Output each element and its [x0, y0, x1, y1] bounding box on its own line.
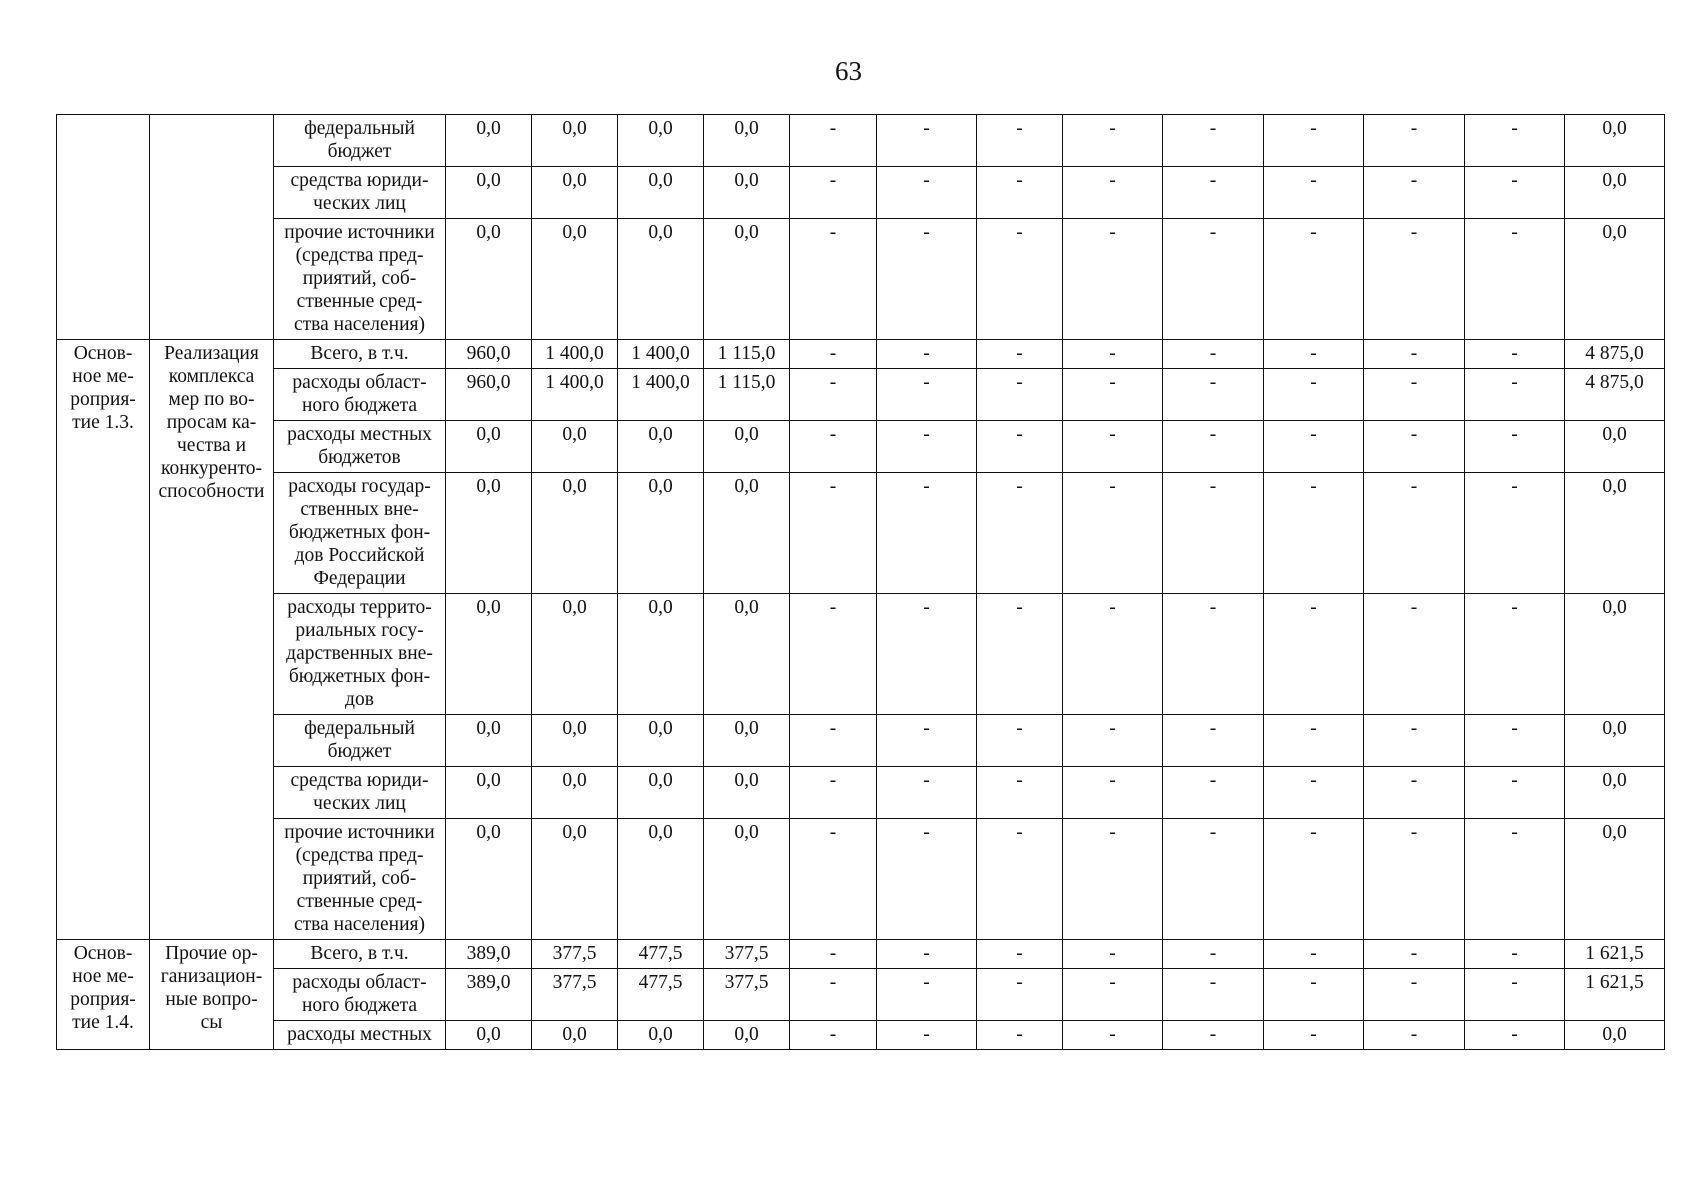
value-cell: - [877, 819, 977, 940]
value-cell: - [1264, 167, 1364, 219]
funding-source-cell: прочие источники (средства пред- приятий, соб- ственные сред- ства населения) [274, 819, 446, 940]
value-cell: - [877, 715, 977, 767]
value-cell: 0,0 [532, 167, 618, 219]
value-cell: 0,0 [618, 715, 704, 767]
funding-source-cell: прочие источники (средства пред- приятий, соб- ственные сред- ства населения) [274, 219, 446, 340]
value-cell: - [1264, 115, 1364, 167]
measure-code-cell [57, 115, 150, 340]
measure-code-cell: Основ- ное ме- роприя- тие 1.4. [57, 940, 150, 1050]
value-cell: - [877, 969, 977, 1021]
value-cell: 0,0 [1565, 1021, 1665, 1050]
value-cell: 0,0 [532, 715, 618, 767]
table-row [57, 940, 1665, 969]
value-cell: 1 115,0 [704, 340, 790, 369]
value-cell: 0,0 [532, 115, 618, 167]
value-cell: 389,0 [446, 940, 532, 969]
value-cell: - [790, 421, 877, 473]
value-cell: - [1163, 940, 1264, 969]
value-cell: 477,5 [618, 940, 704, 969]
value-cell: 0,0 [1565, 115, 1665, 167]
value-cell: - [790, 715, 877, 767]
value-cell: - [977, 594, 1063, 715]
value-cell: - [1063, 115, 1163, 167]
value-cell: 1 621,5 [1565, 969, 1665, 1021]
value-cell: - [790, 369, 877, 421]
value-cell: - [877, 369, 977, 421]
value-cell: - [790, 340, 877, 369]
value-cell: - [1163, 115, 1264, 167]
measure-title-cell: Прочие ор- ганизацион- ные вопро- сы [150, 940, 274, 1050]
value-cell: - [1063, 167, 1163, 219]
value-cell: 960,0 [446, 369, 532, 421]
table-row [57, 969, 1665, 1021]
value-cell: - [1063, 715, 1163, 767]
value-cell: 0,0 [532, 594, 618, 715]
value-cell: - [1264, 219, 1364, 340]
funding-source-cell: расходы местных бюджетов [274, 421, 446, 473]
value-cell: 0,0 [1565, 767, 1665, 819]
value-cell: 1 400,0 [618, 369, 704, 421]
value-cell: 0,0 [618, 473, 704, 594]
value-cell: - [1063, 969, 1163, 1021]
value-cell: - [877, 594, 977, 715]
value-cell: - [1163, 340, 1264, 369]
funding-source-cell: федеральный бюджет [274, 715, 446, 767]
value-cell: - [1063, 594, 1163, 715]
value-cell: - [1465, 340, 1565, 369]
value-cell: - [1465, 940, 1565, 969]
value-cell: 0,0 [532, 767, 618, 819]
value-cell: - [1063, 421, 1163, 473]
value-cell: 0,0 [618, 594, 704, 715]
value-cell: - [1163, 715, 1264, 767]
value-cell: 0,0 [446, 115, 532, 167]
value-cell: - [1063, 767, 1163, 819]
value-cell: 0,0 [1565, 594, 1665, 715]
value-cell: 1 621,5 [1565, 940, 1665, 969]
value-cell: 0,0 [704, 219, 790, 340]
value-cell: - [1264, 767, 1364, 819]
value-cell: - [877, 940, 977, 969]
funding-source-cell: расходы государ- ственных вне- бюджетных фон- дов Российской Федерации [274, 473, 446, 594]
value-cell: 0,0 [618, 421, 704, 473]
page-number: 63 [835, 56, 862, 86]
value-cell: - [1063, 340, 1163, 369]
value-cell: - [1364, 969, 1465, 1021]
value-cell: - [1364, 115, 1465, 167]
value-cell: - [1465, 115, 1565, 167]
funding-source-cell: расходы област- ного бюджета [274, 369, 446, 421]
funding-source-cell: расходы террито- риальных госу- дарственных вне- бюджетных фон- дов [274, 594, 446, 715]
value-cell: - [1264, 473, 1364, 594]
value-cell: - [977, 421, 1063, 473]
value-cell: 0,0 [1565, 421, 1665, 473]
value-cell: - [790, 1021, 877, 1050]
value-cell: - [1465, 473, 1565, 594]
value-cell: - [1465, 1021, 1565, 1050]
value-cell: - [977, 473, 1063, 594]
value-cell: 0,0 [532, 819, 618, 940]
funding-source-cell: средства юриди- ческих лиц [274, 767, 446, 819]
value-cell: - [1465, 369, 1565, 421]
table-row [57, 767, 1665, 819]
funding-source-cell: Всего, в т.ч. [274, 940, 446, 969]
measure-title-cell [150, 115, 274, 340]
value-cell: 0,0 [704, 421, 790, 473]
value-cell: - [1465, 219, 1565, 340]
value-cell: 377,5 [532, 969, 618, 1021]
value-cell: - [1063, 1021, 1163, 1050]
value-cell: 0,0 [618, 819, 704, 940]
table-row [57, 1021, 1665, 1050]
value-cell: 0,0 [704, 819, 790, 940]
value-cell: - [877, 115, 977, 167]
value-cell: - [1364, 715, 1465, 767]
value-cell: - [1364, 219, 1465, 340]
table-row [57, 819, 1665, 940]
value-cell: 0,0 [704, 767, 790, 819]
value-cell: - [877, 1021, 977, 1050]
value-cell: - [1264, 369, 1364, 421]
value-cell: 0,0 [618, 1021, 704, 1050]
value-cell: - [1163, 819, 1264, 940]
value-cell: - [1364, 369, 1465, 421]
value-cell: 960,0 [446, 340, 532, 369]
value-cell: - [977, 1021, 1063, 1050]
value-cell: - [1264, 1021, 1364, 1050]
value-cell: - [790, 819, 877, 940]
table-body [57, 115, 1665, 1050]
value-cell: 0,0 [532, 219, 618, 340]
value-cell: - [977, 819, 1063, 940]
value-cell: 0,0 [1565, 473, 1665, 594]
value-cell: 377,5 [532, 940, 618, 969]
value-cell: - [1465, 421, 1565, 473]
value-cell: - [977, 219, 1063, 340]
value-cell: - [1264, 819, 1364, 940]
value-cell: - [1465, 767, 1565, 819]
value-cell: - [1465, 819, 1565, 940]
value-cell: - [977, 715, 1063, 767]
value-cell: 4 875,0 [1565, 369, 1665, 421]
value-cell: - [877, 167, 977, 219]
value-cell: - [1264, 421, 1364, 473]
funding-source-cell: федеральный бюджет [274, 115, 446, 167]
table-row [57, 369, 1665, 421]
value-cell: - [1465, 715, 1565, 767]
value-cell: 0,0 [532, 1021, 618, 1050]
value-cell: - [877, 473, 977, 594]
value-cell: 1 400,0 [618, 340, 704, 369]
value-cell: - [790, 594, 877, 715]
value-cell: - [877, 767, 977, 819]
value-cell: - [790, 767, 877, 819]
value-cell: - [977, 940, 1063, 969]
value-cell: - [1364, 473, 1465, 594]
value-cell: - [1163, 369, 1264, 421]
value-cell: - [977, 167, 1063, 219]
value-cell: - [1163, 594, 1264, 715]
value-cell: - [1264, 940, 1364, 969]
value-cell: 377,5 [704, 940, 790, 969]
value-cell: - [1364, 340, 1465, 369]
value-cell: 1 400,0 [532, 340, 618, 369]
value-cell: - [877, 219, 977, 340]
value-cell: - [1364, 819, 1465, 940]
value-cell: 0,0 [446, 167, 532, 219]
value-cell: - [1364, 594, 1465, 715]
value-cell: - [977, 969, 1063, 1021]
value-cell: 0,0 [618, 115, 704, 167]
budget-table [56, 114, 1665, 1050]
value-cell: 0,0 [446, 219, 532, 340]
value-cell: - [1364, 940, 1465, 969]
value-cell: 1 400,0 [532, 369, 618, 421]
value-cell: 0,0 [1565, 715, 1665, 767]
value-cell: - [1163, 219, 1264, 340]
value-cell: - [1063, 940, 1163, 969]
value-cell: - [790, 167, 877, 219]
value-cell: 0,0 [704, 715, 790, 767]
table-row [57, 340, 1665, 369]
value-cell: - [1063, 219, 1163, 340]
value-cell: 0,0 [1565, 219, 1665, 340]
table-row [57, 473, 1665, 594]
value-cell: - [1264, 969, 1364, 1021]
value-cell: - [1264, 340, 1364, 369]
value-cell: - [1465, 969, 1565, 1021]
value-cell: - [1063, 819, 1163, 940]
value-cell: 0,0 [1565, 819, 1665, 940]
value-cell: - [1063, 369, 1163, 421]
value-cell: 0,0 [446, 767, 532, 819]
value-cell: - [790, 940, 877, 969]
value-cell: 0,0 [446, 421, 532, 473]
value-cell: - [877, 340, 977, 369]
value-cell: - [1364, 1021, 1465, 1050]
value-cell: - [1163, 421, 1264, 473]
value-cell: - [877, 421, 977, 473]
value-cell: - [977, 115, 1063, 167]
table-row [57, 219, 1665, 340]
value-cell: 1 115,0 [704, 369, 790, 421]
value-cell: - [1163, 767, 1264, 819]
funding-source-cell: Всего, в т.ч. [274, 340, 446, 369]
value-cell: 0,0 [618, 167, 704, 219]
value-cell: 377,5 [704, 969, 790, 1021]
value-cell: - [1063, 473, 1163, 594]
value-cell: 0,0 [704, 115, 790, 167]
funding-source-cell: средства юриди- ческих лиц [274, 167, 446, 219]
table-row [57, 594, 1665, 715]
value-cell: - [977, 340, 1063, 369]
funding-source-cell: расходы местных [274, 1021, 446, 1050]
value-cell: 0,0 [446, 819, 532, 940]
value-cell: - [1364, 767, 1465, 819]
value-cell: - [1465, 167, 1565, 219]
measure-code-cell: Основ- ное ме- роприя- тие 1.3. [57, 340, 150, 940]
value-cell: - [1364, 421, 1465, 473]
value-cell: 0,0 [532, 421, 618, 473]
measure-title-cell: Реализация комплекса мер по во- просам ка- чества и конкуренто- способности [150, 340, 274, 940]
value-cell: - [1465, 594, 1565, 715]
table-row [57, 715, 1665, 767]
value-cell: 4 875,0 [1565, 340, 1665, 369]
value-cell: 0,0 [446, 473, 532, 594]
value-cell: 0,0 [618, 219, 704, 340]
value-cell: 0,0 [532, 473, 618, 594]
funding-source-cell: расходы област- ного бюджета [274, 969, 446, 1021]
value-cell: - [790, 115, 877, 167]
value-cell: - [1163, 1021, 1264, 1050]
value-cell: 0,0 [704, 594, 790, 715]
value-cell: 0,0 [446, 1021, 532, 1050]
value-cell: - [1364, 167, 1465, 219]
value-cell: - [1264, 715, 1364, 767]
value-cell: - [1163, 167, 1264, 219]
value-cell: - [977, 767, 1063, 819]
value-cell: - [977, 369, 1063, 421]
value-cell: - [790, 219, 877, 340]
value-cell: 0,0 [618, 767, 704, 819]
value-cell: - [790, 969, 877, 1021]
value-cell: - [790, 473, 877, 594]
value-cell: 0,0 [704, 1021, 790, 1050]
value-cell: - [1264, 594, 1364, 715]
table-row [57, 167, 1665, 219]
table-row [57, 115, 1665, 167]
value-cell: 0,0 [446, 594, 532, 715]
value-cell: 0,0 [704, 167, 790, 219]
value-cell: 0,0 [446, 715, 532, 767]
table-row [57, 421, 1665, 473]
value-cell: 0,0 [1565, 167, 1665, 219]
value-cell: 0,0 [704, 473, 790, 594]
value-cell: - [1163, 473, 1264, 594]
value-cell: - [1163, 969, 1264, 1021]
value-cell: 389,0 [446, 969, 532, 1021]
value-cell: 477,5 [618, 969, 704, 1021]
